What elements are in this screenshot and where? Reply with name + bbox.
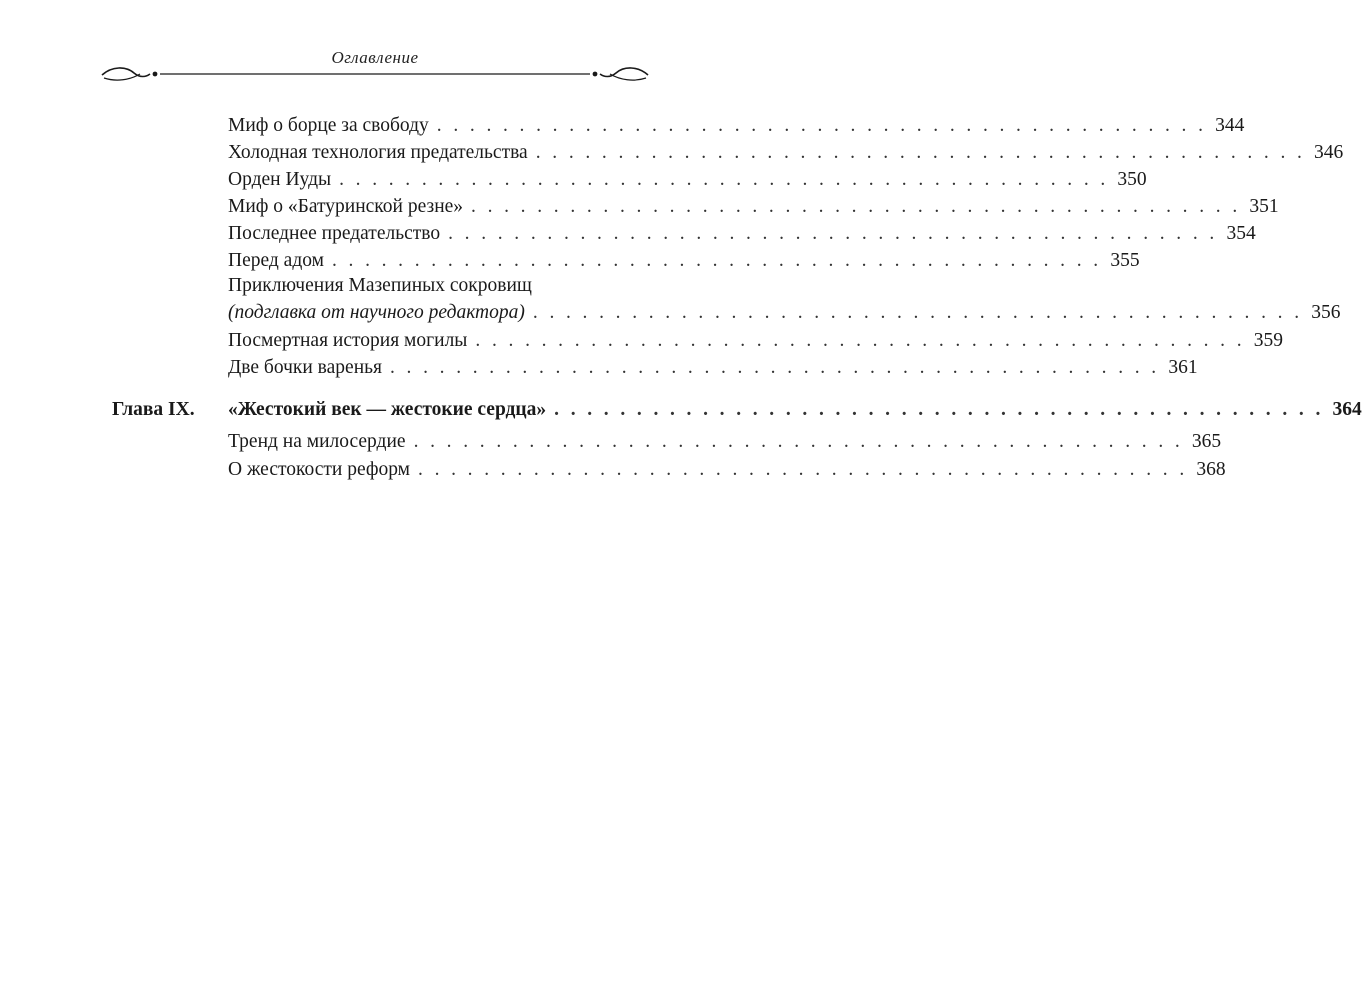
toc-entry-title: О жестокости реформ bbox=[228, 459, 411, 480]
dot-leader: . . . . . . . . . . . . . . . . . . . . . . . . . . . . . . . . . . . . . . . . . . . . . . . bbox=[418, 459, 1188, 480]
toc-entry-title: Миф о борце за свободу bbox=[228, 115, 429, 136]
dot-leader: . . . . . . . . . . . . . . . . . . . . . . . . . . . . . . . . . . . . . . . . . . . . . . . bbox=[339, 169, 1109, 190]
dot-leader: . . . . . . . . . . . . . . . . . . . . . . . . . . . . . . . . . . . . . . . . . . . . . . . bbox=[471, 196, 1241, 217]
running-head: Оглавление bbox=[331, 48, 419, 67]
toc-entry bbox=[228, 139, 1344, 167]
toc-entry-title: Холодная технология предательства bbox=[228, 142, 528, 163]
toc-entry bbox=[228, 220, 1256, 248]
dot-leader: . . . . . . . . . . . . . . . . . . . . . . . . . . . . . . . . . . . . . . . . . . . . . . . bbox=[331, 250, 1102, 271]
chapter-entry bbox=[228, 396, 1362, 424]
chapter-title: «Жестокий век — жестокие сердца» bbox=[228, 399, 547, 420]
toc-entry-page: 354 bbox=[1226, 223, 1256, 244]
toc-entry-page: 355 bbox=[1110, 250, 1140, 271]
toc-entry-title-line1: Приключения Мазепиных сокровищ bbox=[228, 275, 532, 296]
toc-entry bbox=[228, 112, 1245, 140]
toc-entry bbox=[228, 428, 1222, 456]
toc-entry-title: Последнее предательство bbox=[228, 223, 441, 244]
toc-entry bbox=[228, 193, 1279, 221]
toc-entry-page: 365 bbox=[1191, 431, 1222, 452]
dot-leader: . . . . . . . . . . . . . . . . . . . . . . . . . . . . . . . . . . . . . . . . . . . . . . . bbox=[413, 431, 1184, 452]
toc-entry bbox=[228, 247, 1140, 275]
toc-entry bbox=[228, 456, 1226, 484]
ornamental-rule bbox=[100, 62, 650, 84]
toc-entry bbox=[228, 327, 1283, 355]
toc-entry-title: Две бочки варенья bbox=[228, 357, 382, 378]
toc-entry-title: Посмертная история могилы bbox=[228, 330, 468, 351]
toc-entry bbox=[228, 166, 1147, 194]
dot-leader: . . . . . . . . . . . . . . . . . . . . . . . . . . . . . . . . . . . . . . . . . . . . . . . bbox=[554, 399, 1324, 420]
chapter-page: 364 bbox=[1332, 399, 1362, 420]
chapter-label: Глава IX. bbox=[112, 399, 195, 420]
dot-leader: . . . . . . . . . . . . . . . . . . . . . . . . . . . . . . . . . . . . . . . . . . . . . . . bbox=[436, 115, 1207, 136]
toc-entry-title: Миф о «Батуринской резне» bbox=[228, 196, 464, 217]
toc-entry bbox=[228, 299, 1341, 327]
dot-leader: . . . . . . . . . . . . . . . . . . . . . . . . . . . . . . . . . . . . . . . . . . . . . . . bbox=[535, 142, 1306, 163]
toc-entry-page: 368 bbox=[1196, 459, 1226, 480]
toc-entry-page: 359 bbox=[1253, 330, 1283, 351]
toc-entry-page: 350 bbox=[1117, 169, 1147, 190]
toc-entry-title: Перед адом bbox=[228, 250, 324, 271]
toc-entry-subtitle: (подглавка от научного редактора) bbox=[228, 302, 525, 323]
toc-entry-title: Тренд на милосердие bbox=[228, 431, 406, 452]
toc-entry-title: Орден Иуды bbox=[228, 169, 332, 190]
toc-entry-page: 346 bbox=[1314, 142, 1344, 163]
dot-leader: . . . . . . . . . . . . . . . . . . . . . . . . . . . . . . . . . . . . . . . . . . . . . . . bbox=[532, 302, 1303, 323]
dot-leader: . . . . . . . . . . . . . . . . . . . . . . . . . . . . . . . . . . . . . . . . . . . . . . . bbox=[475, 330, 1245, 351]
toc-entry-page: 351 bbox=[1249, 196, 1279, 217]
toc-entry bbox=[228, 354, 1198, 382]
toc-entry-page: 356 bbox=[1311, 302, 1341, 323]
dot-leader: . . . . . . . . . . . . . . . . . . . . . . . . . . . . . . . . . . . . . . . . . . . . . . . bbox=[390, 357, 1160, 378]
toc-entry-page: 344 bbox=[1215, 115, 1245, 136]
toc-entry-page: 361 bbox=[1168, 357, 1198, 378]
dot-leader: . . . . . . . . . . . . . . . . . . . . . . . . . . . . . . . . . . . . . . . . . . . . . . . bbox=[448, 223, 1218, 244]
